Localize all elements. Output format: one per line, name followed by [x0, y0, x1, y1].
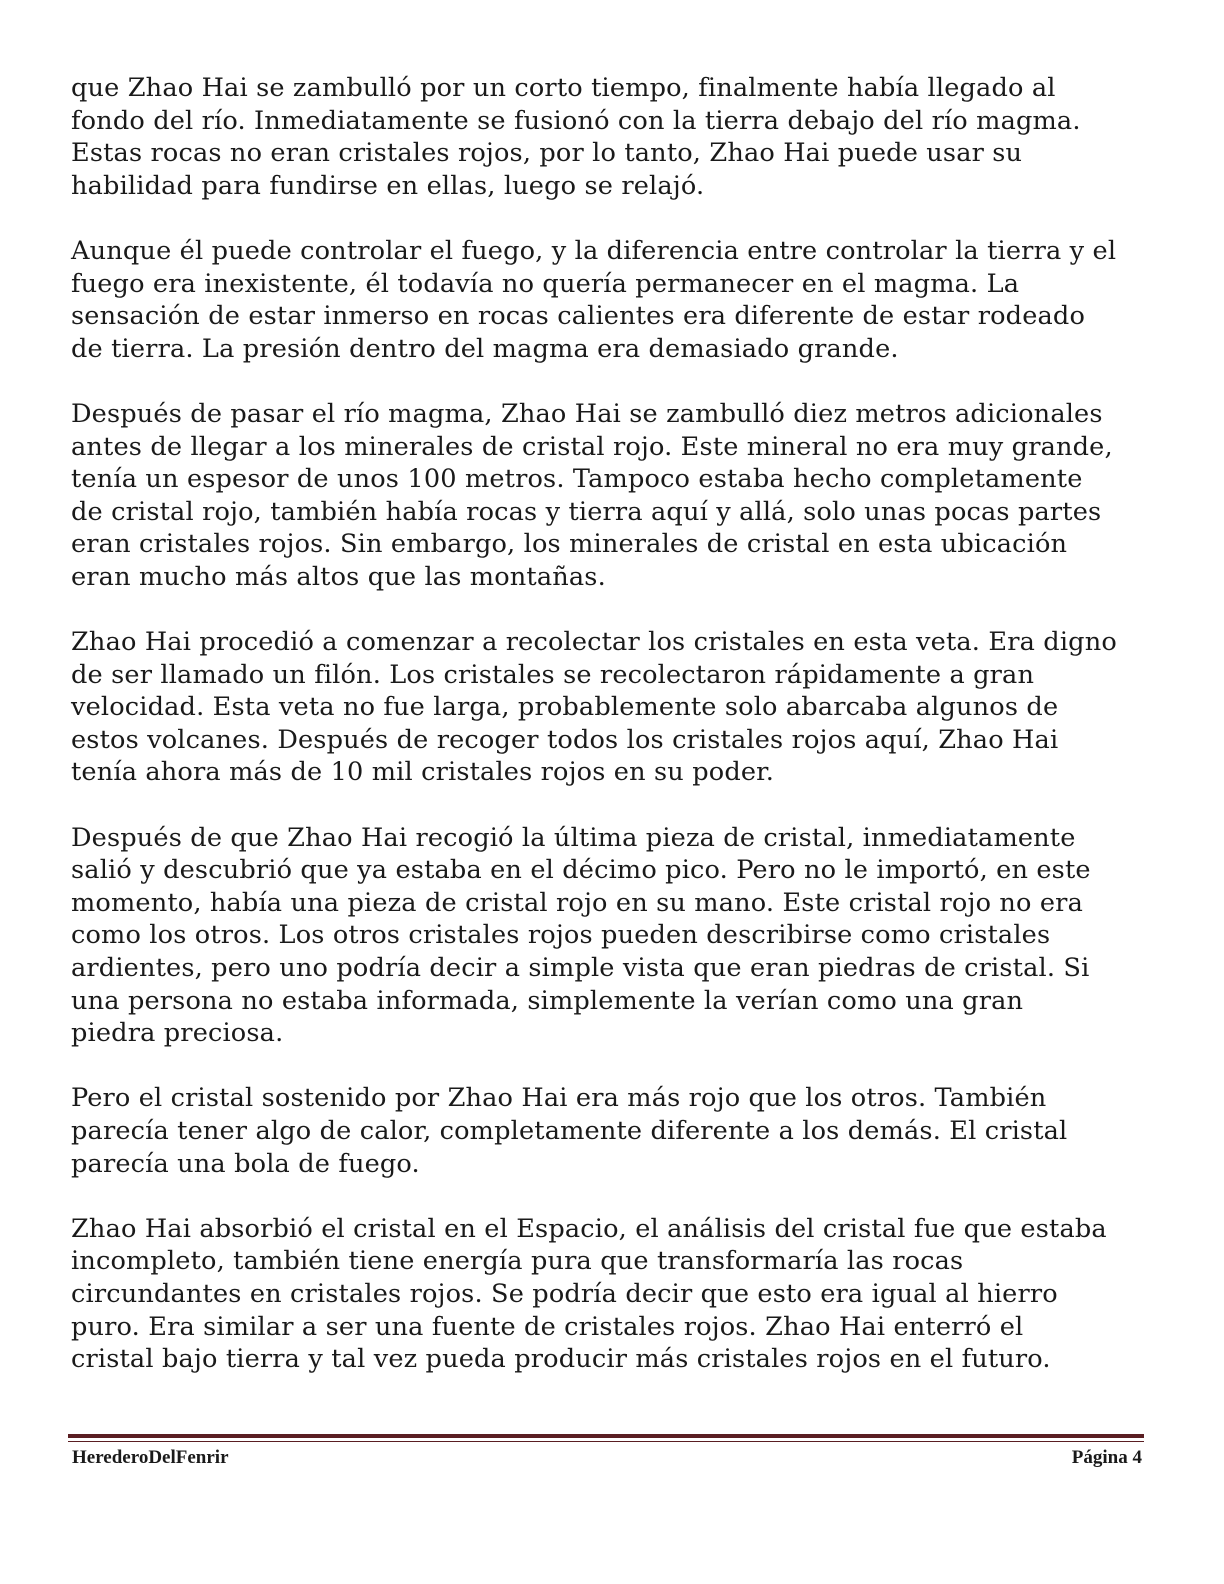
paragraph-2: Aunque él puede controlar el fuego, y la diferencia entre controlar la tierra y el fuego era inexistente, él todavía no quería permanecer en el magma. La sensación de estar inmerso en rocas calientes era diferente de estar rodeado de tierra. La presión dentro del magma era demasiado grande. [71, 235, 1117, 364]
paragraph-1: que Zhao Hai se zambulló por un corto tiempo, finalmente había llegado al fondo del río. Inmediatamente se fusionó con la tierra debajo del río magma. Estas rocas no eran cristales rojos, por lo tanto, Zhao Hai puede usar su habilidad para fundirse en ellas, luego se relajó. [71, 73, 1081, 201]
paragraph-5: Después de que Zhao Hai recogió la última pieza de cristal, inmediatamente salió y descubrió que ya estaba en el décimo pico. Pero no le importó, en este momento, había una pieza de cristal rojo en su mano. Este cristal rojo no era como los otros. Los otros cristales rojos pueden describirse como cristales ardientes, pero uno podría decir a simple vista que eran piedras de cristal. Si una persona no estaba informada, simplemente la verían como una gran piedra preciosa. [71, 822, 1091, 1049]
paragraph-6: Pero el cristal sostenido por Zhao Hai era más rojo que los otros. También parecía tener algo de calor, completamente diferente a los demás. El cristal parecía una bola de fuego. [71, 1083, 1068, 1179]
document-body [71, 72, 1156, 1408]
footer-divider-thick [68, 1434, 1144, 1438]
footer-page-number: Página 4 [1071, 1447, 1142, 1468]
footer-author: HerederoDelFenrir [72, 1447, 229, 1468]
paragraph-3: Después de pasar el río magma, Zhao Hai se zambulló diez metros adicionales antes de llegar a los minerales de cristal rojo. Este mineral no era muy grande, tenía un espesor de unos 100 metros. Tampoco estaba hecho completamente de cristal rojo, también había rocas y tierra aquí y allá, solo unas pocas partes eran cristales rojos. Sin embargo, los minerales de cristal en esta ubicación eran mucho más altos que las montañas. [71, 398, 1113, 592]
paragraph-4: Zhao Hai procedió a comenzar a recolectar los cristales en esta veta. Era digno de ser llamado un filón. Los cristales se recolectaron rápidamente a gran velocidad. Esta veta no fue larga, probablemente solo abarcaba algunos de estos volcanes. Después de recoger todos los cristales rojos aquí, Zhao Hai tenía ahora más de 10 mil cristales rojos en su poder. [71, 627, 1117, 788]
footer-divider-thin [68, 1441, 1144, 1442]
paragraph-7: Zhao Hai absorbió el cristal en el Espacio, el análisis del cristal fue que estaba incompleto, también tiene energía pura que transformaría las rocas circundantes en cristales rojos. Se podría decir que esto era igual al hierro puro. Era similar a ser una fuente de cristales rojos. Zhao Hai enterró el cristal bajo tierra y tal vez pueda producir más cristales rojos en el futuro. [71, 1213, 1107, 1375]
